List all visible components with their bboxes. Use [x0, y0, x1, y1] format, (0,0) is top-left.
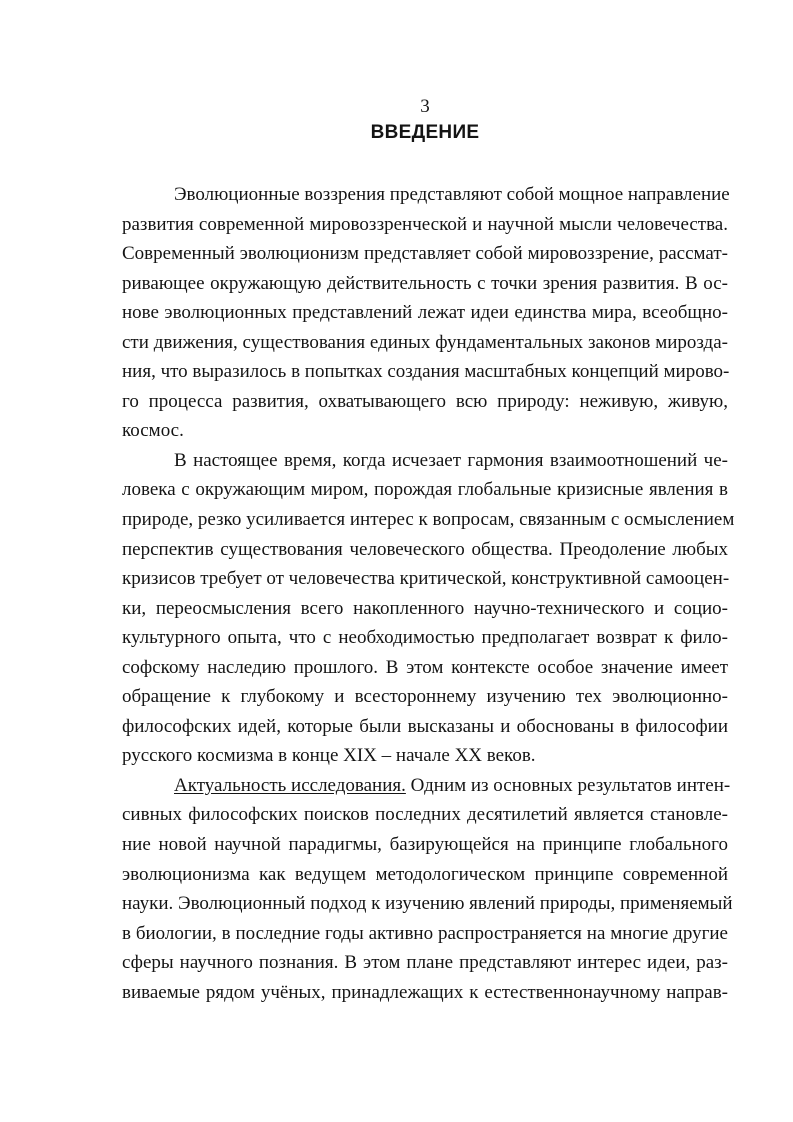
- paragraph-line: культурного опыта, что с необходимостью предполагает возврат к фило-: [122, 627, 728, 649]
- paragraph-line: развития современной мировоззренческой и научной мысли человечества.: [122, 213, 728, 235]
- page-number: 3: [420, 96, 430, 117]
- paragraph-line: го процесса развития, охватывающего всю природу: неживую, живую,: [122, 390, 728, 412]
- paragraph-line: кризисов требует от человечества критической, конструктивной самооцен-: [122, 568, 730, 590]
- paragraph-line: Эволюционные воззрения представляют собой мощное направление: [174, 184, 730, 205]
- paragraph-line: софскому наследию прошлого. В этом контексте особое значение имеет: [122, 656, 728, 678]
- paragraph-line: ния, что выразилось в попытках создания масштабных концепций мирово-: [122, 361, 730, 383]
- paragraph-line: ловека с окружающим миром, порождая глобальные кризисные явления в: [122, 479, 728, 501]
- paragraph-line: в биологии, в последние годы активно распространяется на многие другие: [122, 922, 728, 944]
- paragraph-line: науки. Эволюционный подход к изучению явлений природы, применяемый: [122, 893, 733, 915]
- paragraph-line: сти движения, существования единых фундаментальных законов мирозда-: [122, 331, 728, 353]
- paragraph-line: ки, переосмысления всего накопленного научно-технического и социо-: [122, 597, 728, 619]
- paragraph-line: перспектив существования человеческого общества. Преодоление любых: [122, 538, 728, 560]
- section-lead-text: Одним из основных результатов интен-: [405, 774, 731, 796]
- paragraph-line: сивных философских поисков последних десятилетий является становле-: [122, 804, 728, 826]
- paragraph-line: природе, резко усиливается интерес к вопросам, связанным с осмыслением: [122, 509, 735, 531]
- paragraph-line: Современный эволюционизм представляет собой мировоззрение, рассмат-: [122, 243, 728, 265]
- paragraph-line: обращение к глубокому и всестороннему изучению тех эволюционно-: [122, 686, 728, 708]
- section-lead-underlined: Актуальность исследования.: [174, 774, 406, 796]
- paragraph-line: философских идей, которые были высказаны и обоснованы в философии: [122, 715, 728, 737]
- paragraph-line: ние новой научной парадигмы, базирующейся на принципе глобального: [122, 834, 728, 856]
- paragraph-line: виваемые рядом учёных, принадлежащих к естественнонаучному направ-: [122, 981, 728, 1003]
- paragraph-line: эволюционизма как ведущем методологическом принципе современной: [122, 863, 728, 885]
- paragraph-line: [122, 771, 731, 801]
- section-heading: ВВЕДЕНИЕ: [370, 122, 480, 143]
- paragraph-line: В настоящее время, когда исчезает гармония взаимоотношений че-: [174, 449, 728, 471]
- paragraph-line: ривающее окружающую действительность с точки зрения развития. В ос-: [122, 272, 728, 294]
- paragraph-line: космос.: [122, 420, 184, 442]
- paragraph-line: нове эволюционных представлений лежат идеи единства мира, всеобщно-: [122, 302, 728, 324]
- body-text: [122, 180, 735, 1007]
- paragraph-line: русского космизма в конце XIX – начале XX веков.: [122, 745, 536, 767]
- paragraph-line: сферы научного познания. В этом плане представляют интерес идеи, раз-: [122, 952, 728, 974]
